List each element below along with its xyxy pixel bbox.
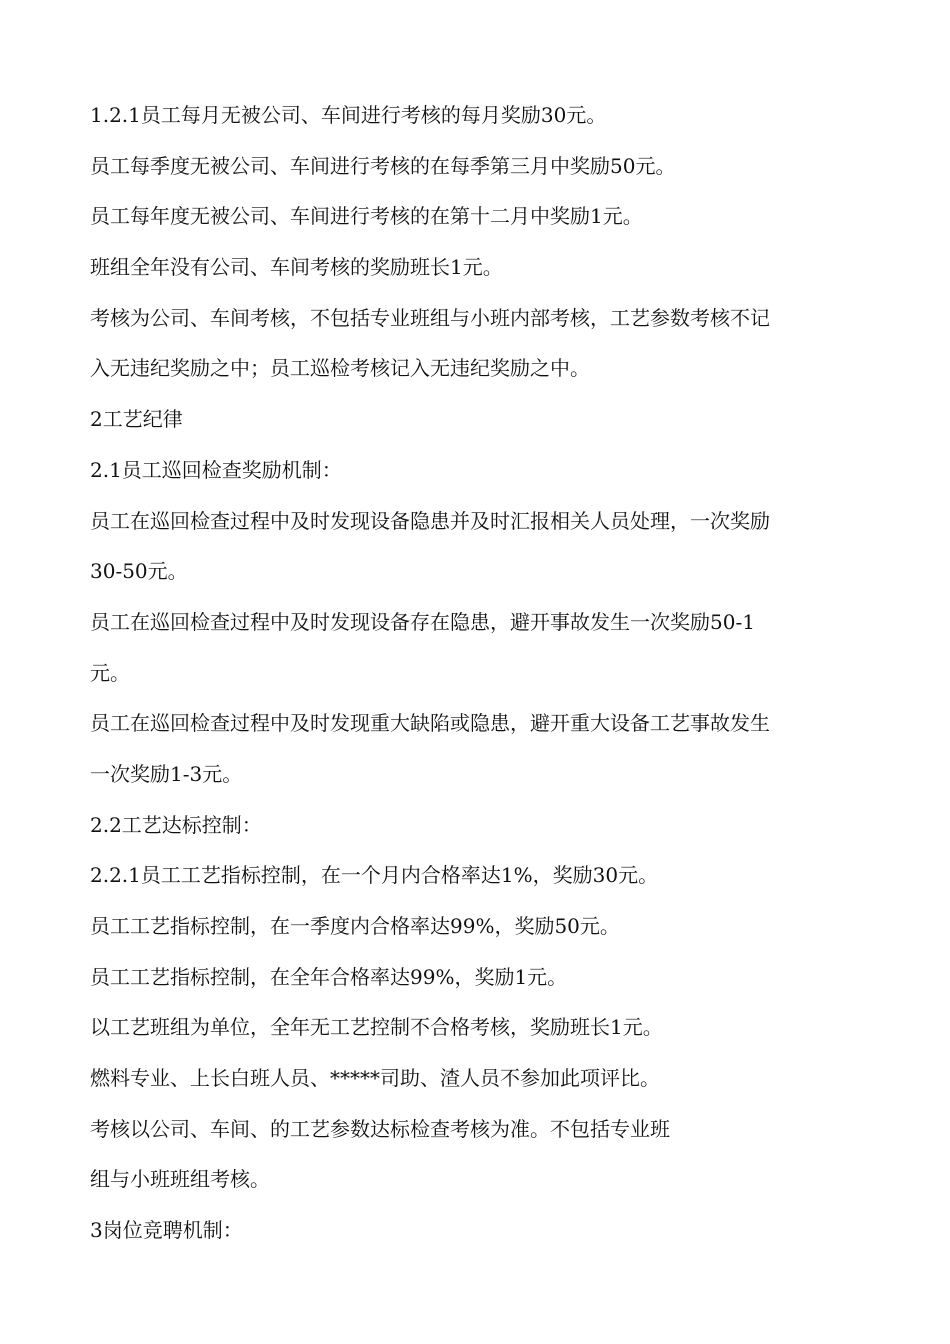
text-line-9: 员工在巡回检查过程中及时发现设备隐患并及时汇报相关人员处理，一次奖励 bbox=[90, 508, 770, 533]
text-line-12: 元。 bbox=[90, 660, 130, 685]
subsection-heading-2-2: 2.2工艺达标控制： bbox=[90, 812, 262, 837]
text-line-16: 2.2.1员工工艺指标控制，在一个月内合格率达1%，奖励30元。 bbox=[90, 863, 659, 888]
text-line-5: 考核为公司、车间考核，不包括专业班组与小班内部考核，工艺参数考核不记 bbox=[90, 305, 770, 330]
text-line-1: 1.2.1员工每月无被公司、车间进行考核的每月奖励30元。 bbox=[90, 103, 607, 127]
text-line-4: 班组全年没有公司、车间考核的奖励班长1元。 bbox=[90, 255, 503, 280]
text-line-13: 员工在巡回检查过程中及时发现重大缺陷或隐患，避开重大设备工艺事故发生 bbox=[90, 711, 770, 736]
subsection-heading-2-1: 2.1员工巡回检查奖励机制： bbox=[90, 457, 342, 482]
document-body bbox=[90, 100, 875, 1266]
text-line-10: 30-50元。 bbox=[90, 559, 188, 584]
text-line-20: 燃料专业、上长白班人员、*****司助、渣人员不参加此项评比。 bbox=[90, 1066, 660, 1091]
text-line-17: 员工工艺指标控制，在一季度内合格率达99%，奖励50元。 bbox=[90, 914, 620, 938]
text-line-14: 一次奖励1-3元。 bbox=[90, 761, 243, 786]
text-line-22: 组与小班班组考核。 bbox=[90, 1167, 270, 1192]
text-line-11: 员工在巡回检查过程中及时发现设备存在隐患，避开事故发生一次奖励50-1 bbox=[90, 609, 755, 634]
section-heading-3: 3岗位竞聘机制： bbox=[90, 1218, 243, 1243]
text-line-19: 以工艺班组为单位，全年无工艺控制不合格考核，奖励班长1元。 bbox=[90, 1015, 663, 1040]
text-line-21: 考核以公司、车间、的工艺参数达标检查考核为准。不包括专业班 bbox=[90, 1116, 670, 1141]
text-line-18: 员工工艺指标控制，在全年合格率达99%，奖励1元。 bbox=[90, 964, 568, 989]
text-line-2: 员工每季度无被公司、车间进行考核的在每季第三月中奖励50元。 bbox=[90, 153, 676, 178]
section-heading-2: 2工艺纪律 bbox=[90, 407, 183, 432]
text-line-6: 入无违纪奖励之中；员工巡检考核记入无违纪奖励之中。 bbox=[90, 356, 590, 381]
text-line-3: 员工每年度无被公司、车间进行考核的在第十二月中奖励1元。 bbox=[90, 204, 643, 229]
